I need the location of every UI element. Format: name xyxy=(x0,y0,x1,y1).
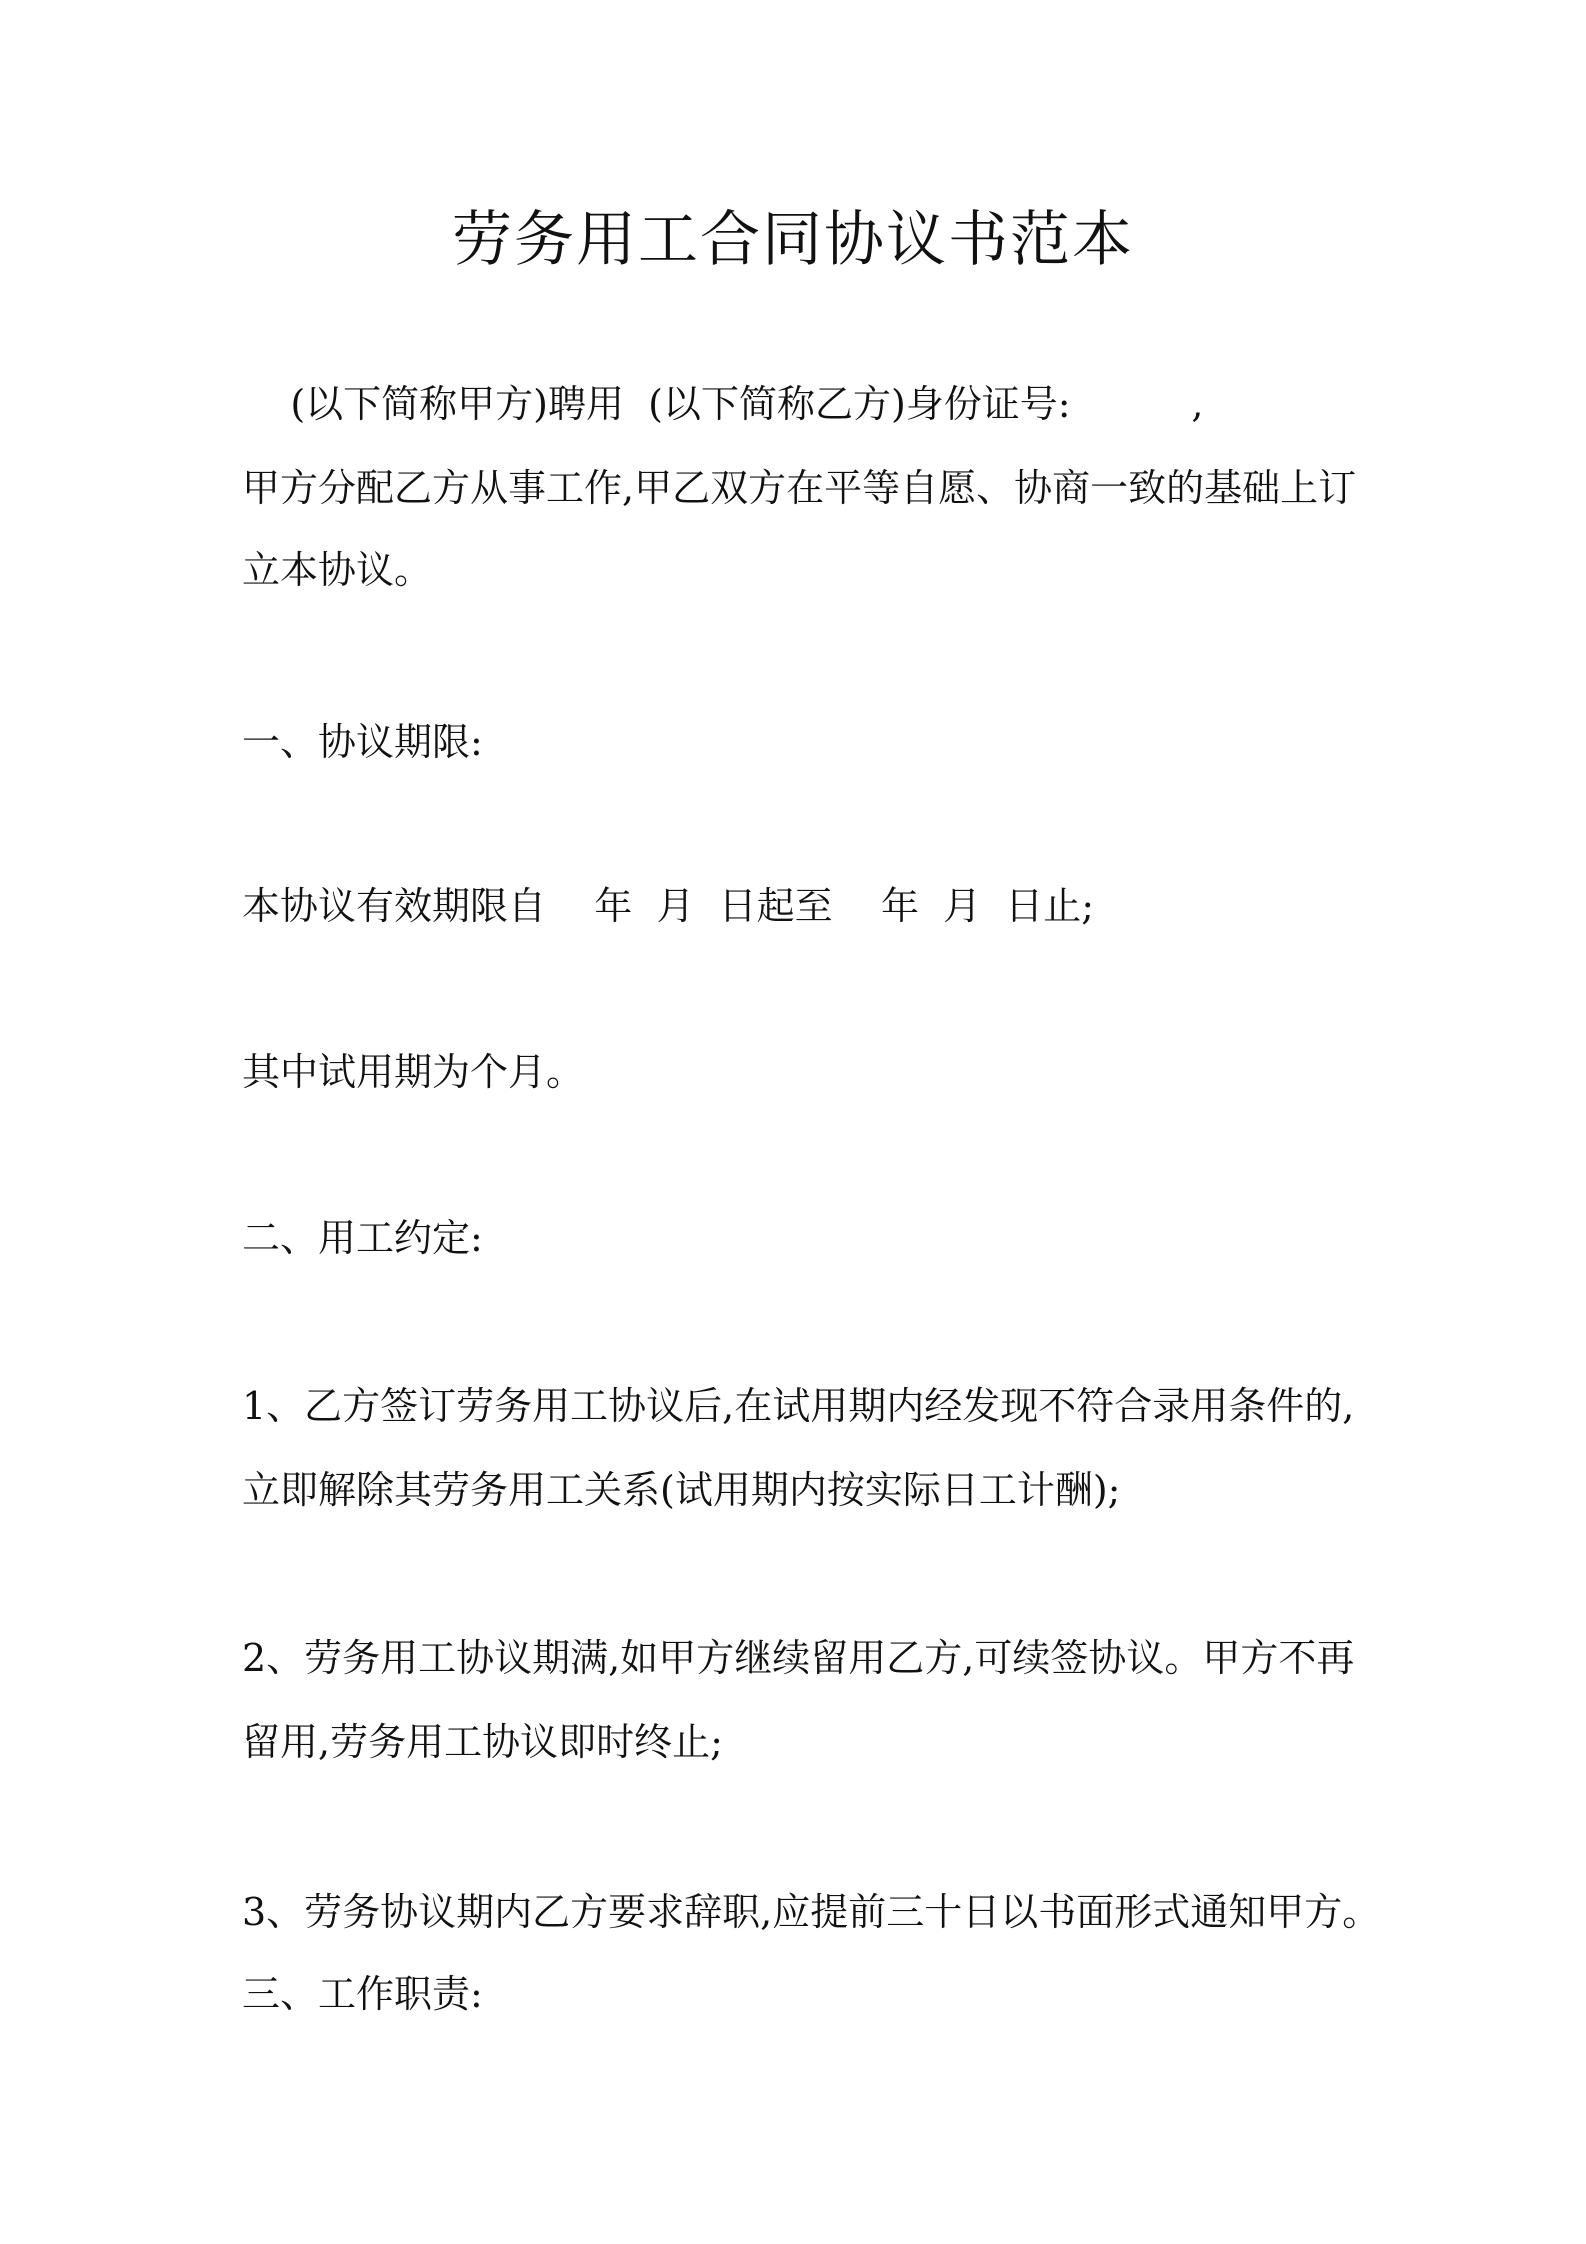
section2-item2-line2: 留用,劳务用工协议即时终止; xyxy=(242,1720,723,1764)
intro-line-1: (以下简称甲方)聘用 (以下简称乙方)身份证号: , xyxy=(242,382,1204,426)
section1-heading: 一、协议期限: xyxy=(242,720,483,764)
section1-probation: 其中试用期为个月。 xyxy=(242,1050,585,1094)
intro-line-2: 甲方分配乙方从事工作,甲乙双方在平等自愿、协商一致的基础上订 xyxy=(242,466,1357,510)
section2-item1-line1: 1、乙方签订劳务用工协议后,在试用期内经发现不符合录用条件的, xyxy=(242,1384,1355,1428)
section1-period: 本协议有效期限自 年 月 日起至 年 月 日止; xyxy=(242,884,1095,928)
section2-heading: 二、用工约定: xyxy=(242,1216,483,1260)
intro-line-3: 立本协议。 xyxy=(242,548,433,592)
section3-heading: 三、工作职责: xyxy=(242,1972,483,2016)
section2-item2-line1: 2、劳务用工协议期满,如甲方继续留用乙方,可续签协议。甲方不再 xyxy=(242,1636,1355,1680)
section2-item3: 3、劳务协议期内乙方要求辞职,应提前三十日以书面形式通知甲方。 xyxy=(242,1890,1381,1934)
document-title: 劳务用工合同协议书范本 xyxy=(452,205,1134,275)
section2-item1-line2: 立即解除其劳务用工关系(试用期内按实际日工计酬); xyxy=(242,1468,1121,1512)
